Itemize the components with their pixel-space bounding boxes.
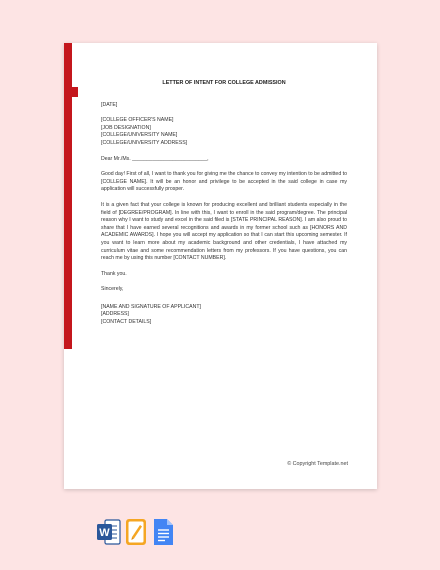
closing-line: Sincerely, [101,286,124,293]
recipient-block [101,117,347,147]
thanks-line: Thank you. [101,270,127,277]
date-line: [DATE] [101,101,118,108]
recipient-line: [COLLEGE/UNIVERSITY NAME] [101,132,178,139]
svg-text:W: W [99,527,110,539]
accent-notch [64,87,78,97]
salutation: Dear Mr./Ms. __________________________, [101,155,209,162]
signature-line: [CONTACT DETAILS] [101,319,152,326]
paragraph-main: It is a given fact that your college is known for producing excellent and brilliant students especially in the field of [DEGREE/PROGRAM]. In line with this, I want to enroll in the said program/degree. The principal reason why I want to study and excel in the said filed is [STATE PRINCIPAL REASON]. I am also proud to share that I have earned several recognitions and awards in my former school such as [HONORS AND ACADEMIC AWARDS]. I hope you will accept my application so that I can start this upcoming semester. If you want to learn more about my academic background and other credentials, I have attached my curriculum vitae and some recommendation letters from my professors. If you have questions, you can reach me by using this number [CONTACT NUMBER]. [101,201,347,262]
copyright-footer: © Copyright Template.net [287,461,348,467]
signature-line: [NAME AND SIGNATURE OF APPLICANT] [101,303,201,310]
recipient-line: [COLLEGE/UNIVERSITY ADDRESS] [101,139,188,146]
document-page [64,43,377,489]
recipient-line: [JOB DESIGNATION] [101,124,151,131]
letter-body [101,80,347,335]
google-docs-icon[interactable] [150,517,176,547]
recipient-line: [COLLEGE OFFICER'S NAME] [101,117,174,124]
pages-icon[interactable] [123,517,149,547]
signature-line: [ADDRESS] [101,311,129,318]
word-icon[interactable] [96,517,122,547]
signature-block [101,304,347,327]
paragraph-intro: Good day! First of all, I want to thank you for giving me the chance to convey my intention to be admitted to [COLLEGE NAME]. It will be an honor and privilege to be accepted in the said college in case my application will successfully prosper. [101,171,347,193]
letter-title: LETTER OF INTENT FOR COLLEGE ADMISSION [162,80,286,86]
